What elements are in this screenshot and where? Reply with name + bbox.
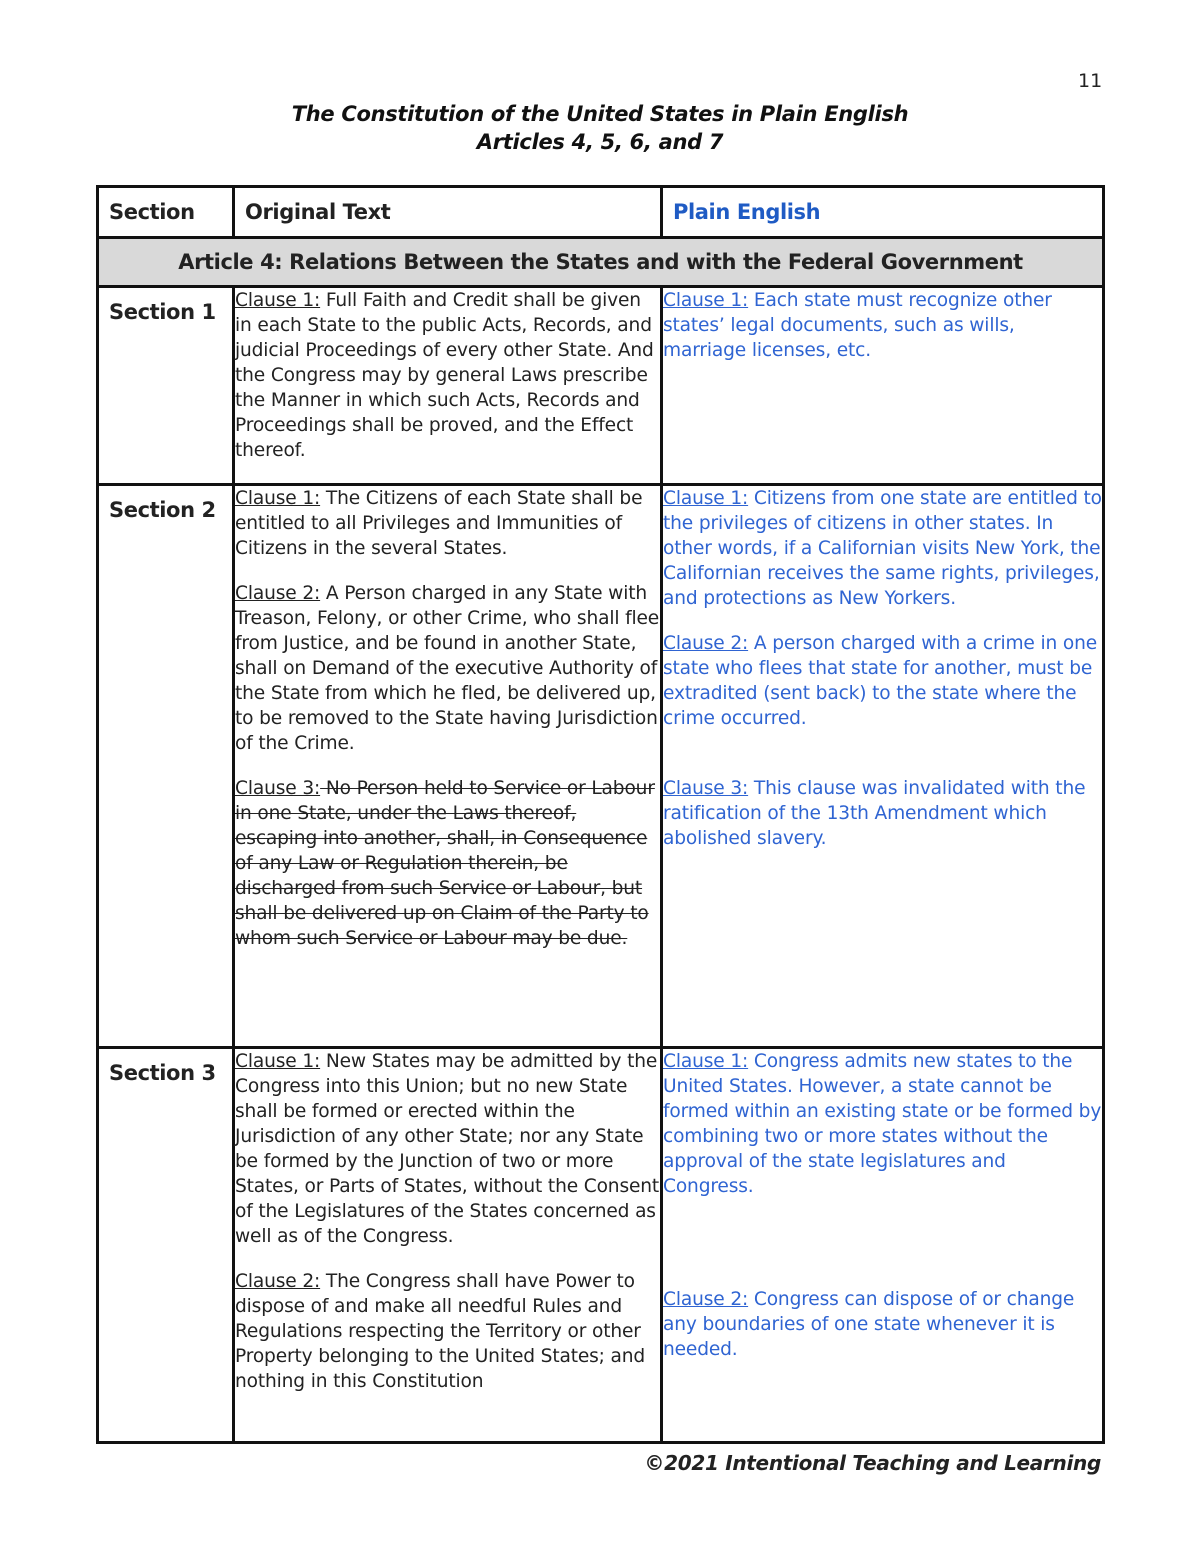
article-heading: Article 4: Relations Between the States and with the Federal Government bbox=[98, 238, 1104, 287]
clause-text: Full Faith and Credit shall be given in each State to the public Acts, Records, and judicial Proceedings of every other State. And the Congress may by general Laws prescribe the Manner in which such Acts, Records and Proceedings shall be proved, and the Effect thereof. bbox=[235, 290, 654, 461]
section-label: Section 1 bbox=[109, 300, 216, 324]
original-text-cell bbox=[234, 1048, 662, 1443]
section-label-cell bbox=[98, 485, 234, 1048]
plain-english-cell bbox=[662, 287, 1104, 485]
plain-clause bbox=[663, 776, 1102, 851]
clause-label: Clause 1: bbox=[663, 1051, 749, 1072]
page-number: 11 bbox=[1078, 70, 1103, 92]
clause-label: Clause 1: bbox=[235, 290, 321, 311]
clause-label: Clause 3: bbox=[663, 778, 749, 799]
original-clause bbox=[235, 581, 660, 756]
clause-label: Clause 1: bbox=[663, 290, 749, 311]
clause-label: Clause 1: bbox=[235, 1051, 321, 1072]
plain-english-cell bbox=[662, 485, 1104, 1048]
original-clause bbox=[235, 1049, 660, 1249]
copyright-footer: ©2021 Intentional Teaching and Learning bbox=[644, 1451, 1101, 1475]
header-section: Section bbox=[98, 187, 234, 238]
clause-text: A Person charged in any State with Treason, Felony, or other Crime, who shall flee from Justice, and be found in another State, shall on Demand of the executive Authority of the State from which he fled, be delivered up, to be removed to the State having Jurisdiction of the Crime. bbox=[235, 583, 660, 754]
plain-clause bbox=[663, 288, 1102, 363]
clause-text: A person charged with a crime in one state who flees that state for another, must be extradited (sent back) to the state where the crime occurred. bbox=[663, 633, 1098, 729]
clause-text: Congress admits new states to the United States. However, a state cannot be formed within an existing state or be formed by combining two or more states without the approval of the state legislatures and Congress. bbox=[663, 1051, 1102, 1197]
page-title bbox=[0, 100, 1200, 156]
section-label: Section 3 bbox=[109, 1061, 216, 1085]
clause-label: Clause 1: bbox=[235, 488, 321, 509]
original-clause bbox=[235, 1269, 660, 1394]
constitution-table bbox=[96, 185, 1105, 1444]
table-row bbox=[98, 287, 1104, 485]
struck-clause-text: No Person held to Service or Labour in one State, under the Laws thereof, escaping into another, shall, in Consequence of any Law or Regulation therein, be discharged from such Service or Labour, but shall be delivered up on Claim of the Party to whom such Service or Labour may be due. bbox=[235, 778, 655, 949]
table-row bbox=[98, 485, 1104, 1048]
clause-label: Clause 2: bbox=[663, 1289, 749, 1310]
clause-text: Citizens from one state are entitled to the privileges of citizens in other states. In other words, if a Californian visits New York, the Californian receives the same rights, privileges, and protections as New Yorkers. bbox=[663, 488, 1102, 609]
clause-label: Clause 2: bbox=[235, 1271, 321, 1292]
section-label-cell bbox=[98, 1048, 234, 1443]
plain-clause bbox=[663, 1049, 1102, 1199]
clause-label: Clause 3: bbox=[235, 778, 321, 799]
clause-text: The Congress shall have Power to dispose of and make all needful Rules and Regulations respecting the Territory or other Property belonging to the United States; and nothing in this Constitution bbox=[235, 1271, 646, 1392]
title-line-2: Articles 4, 5, 6, and 7 bbox=[476, 130, 724, 154]
title-line-1: The Constitution of the United States in Plain English bbox=[291, 102, 909, 126]
table-row bbox=[98, 1048, 1104, 1443]
clause-text: This clause was invalidated with the ratification of the 13th Amendment which abolished slavery. bbox=[663, 778, 1086, 849]
clause-text: New States may be admitted by the Congress into this Union; but no new State shall be formed or erected within the Jurisdiction of any other State; nor any State be formed by the Junction of two or more States, or Parts of States, without the Consent of the Legislatures of the States concerned as well as of the Congress. bbox=[235, 1051, 660, 1247]
article-heading-row bbox=[98, 238, 1104, 287]
original-clause bbox=[235, 486, 660, 561]
header-original-text: Original Text bbox=[234, 187, 662, 238]
header-plain-english: Plain English bbox=[662, 187, 1104, 238]
clause-text: Congress can dispose of or change any boundaries of one state whenever it is needed. bbox=[663, 1289, 1075, 1360]
original-text-cell bbox=[234, 287, 662, 485]
original-clause bbox=[235, 288, 660, 463]
plain-clause bbox=[663, 631, 1102, 731]
clause-label: Clause 2: bbox=[235, 583, 321, 604]
clause-text: Each state must recognize other states’ legal documents, such as wills, marriage licenses, etc. bbox=[663, 290, 1052, 361]
section-label: Section 2 bbox=[109, 498, 216, 522]
section-label-cell bbox=[98, 287, 234, 485]
clause-label: Clause 1: bbox=[663, 488, 749, 509]
clause-label: Clause 2: bbox=[663, 633, 749, 654]
original-text-cell bbox=[234, 485, 662, 1048]
clause-text: The Citizens of each State shall be entitled to all Privileges and Immunities of Citizens in the several States. bbox=[235, 488, 643, 559]
plain-english-cell bbox=[662, 1048, 1104, 1443]
table-header-row bbox=[98, 187, 1104, 238]
plain-clause bbox=[663, 1287, 1102, 1362]
original-clause bbox=[235, 776, 660, 951]
plain-clause bbox=[663, 486, 1102, 611]
